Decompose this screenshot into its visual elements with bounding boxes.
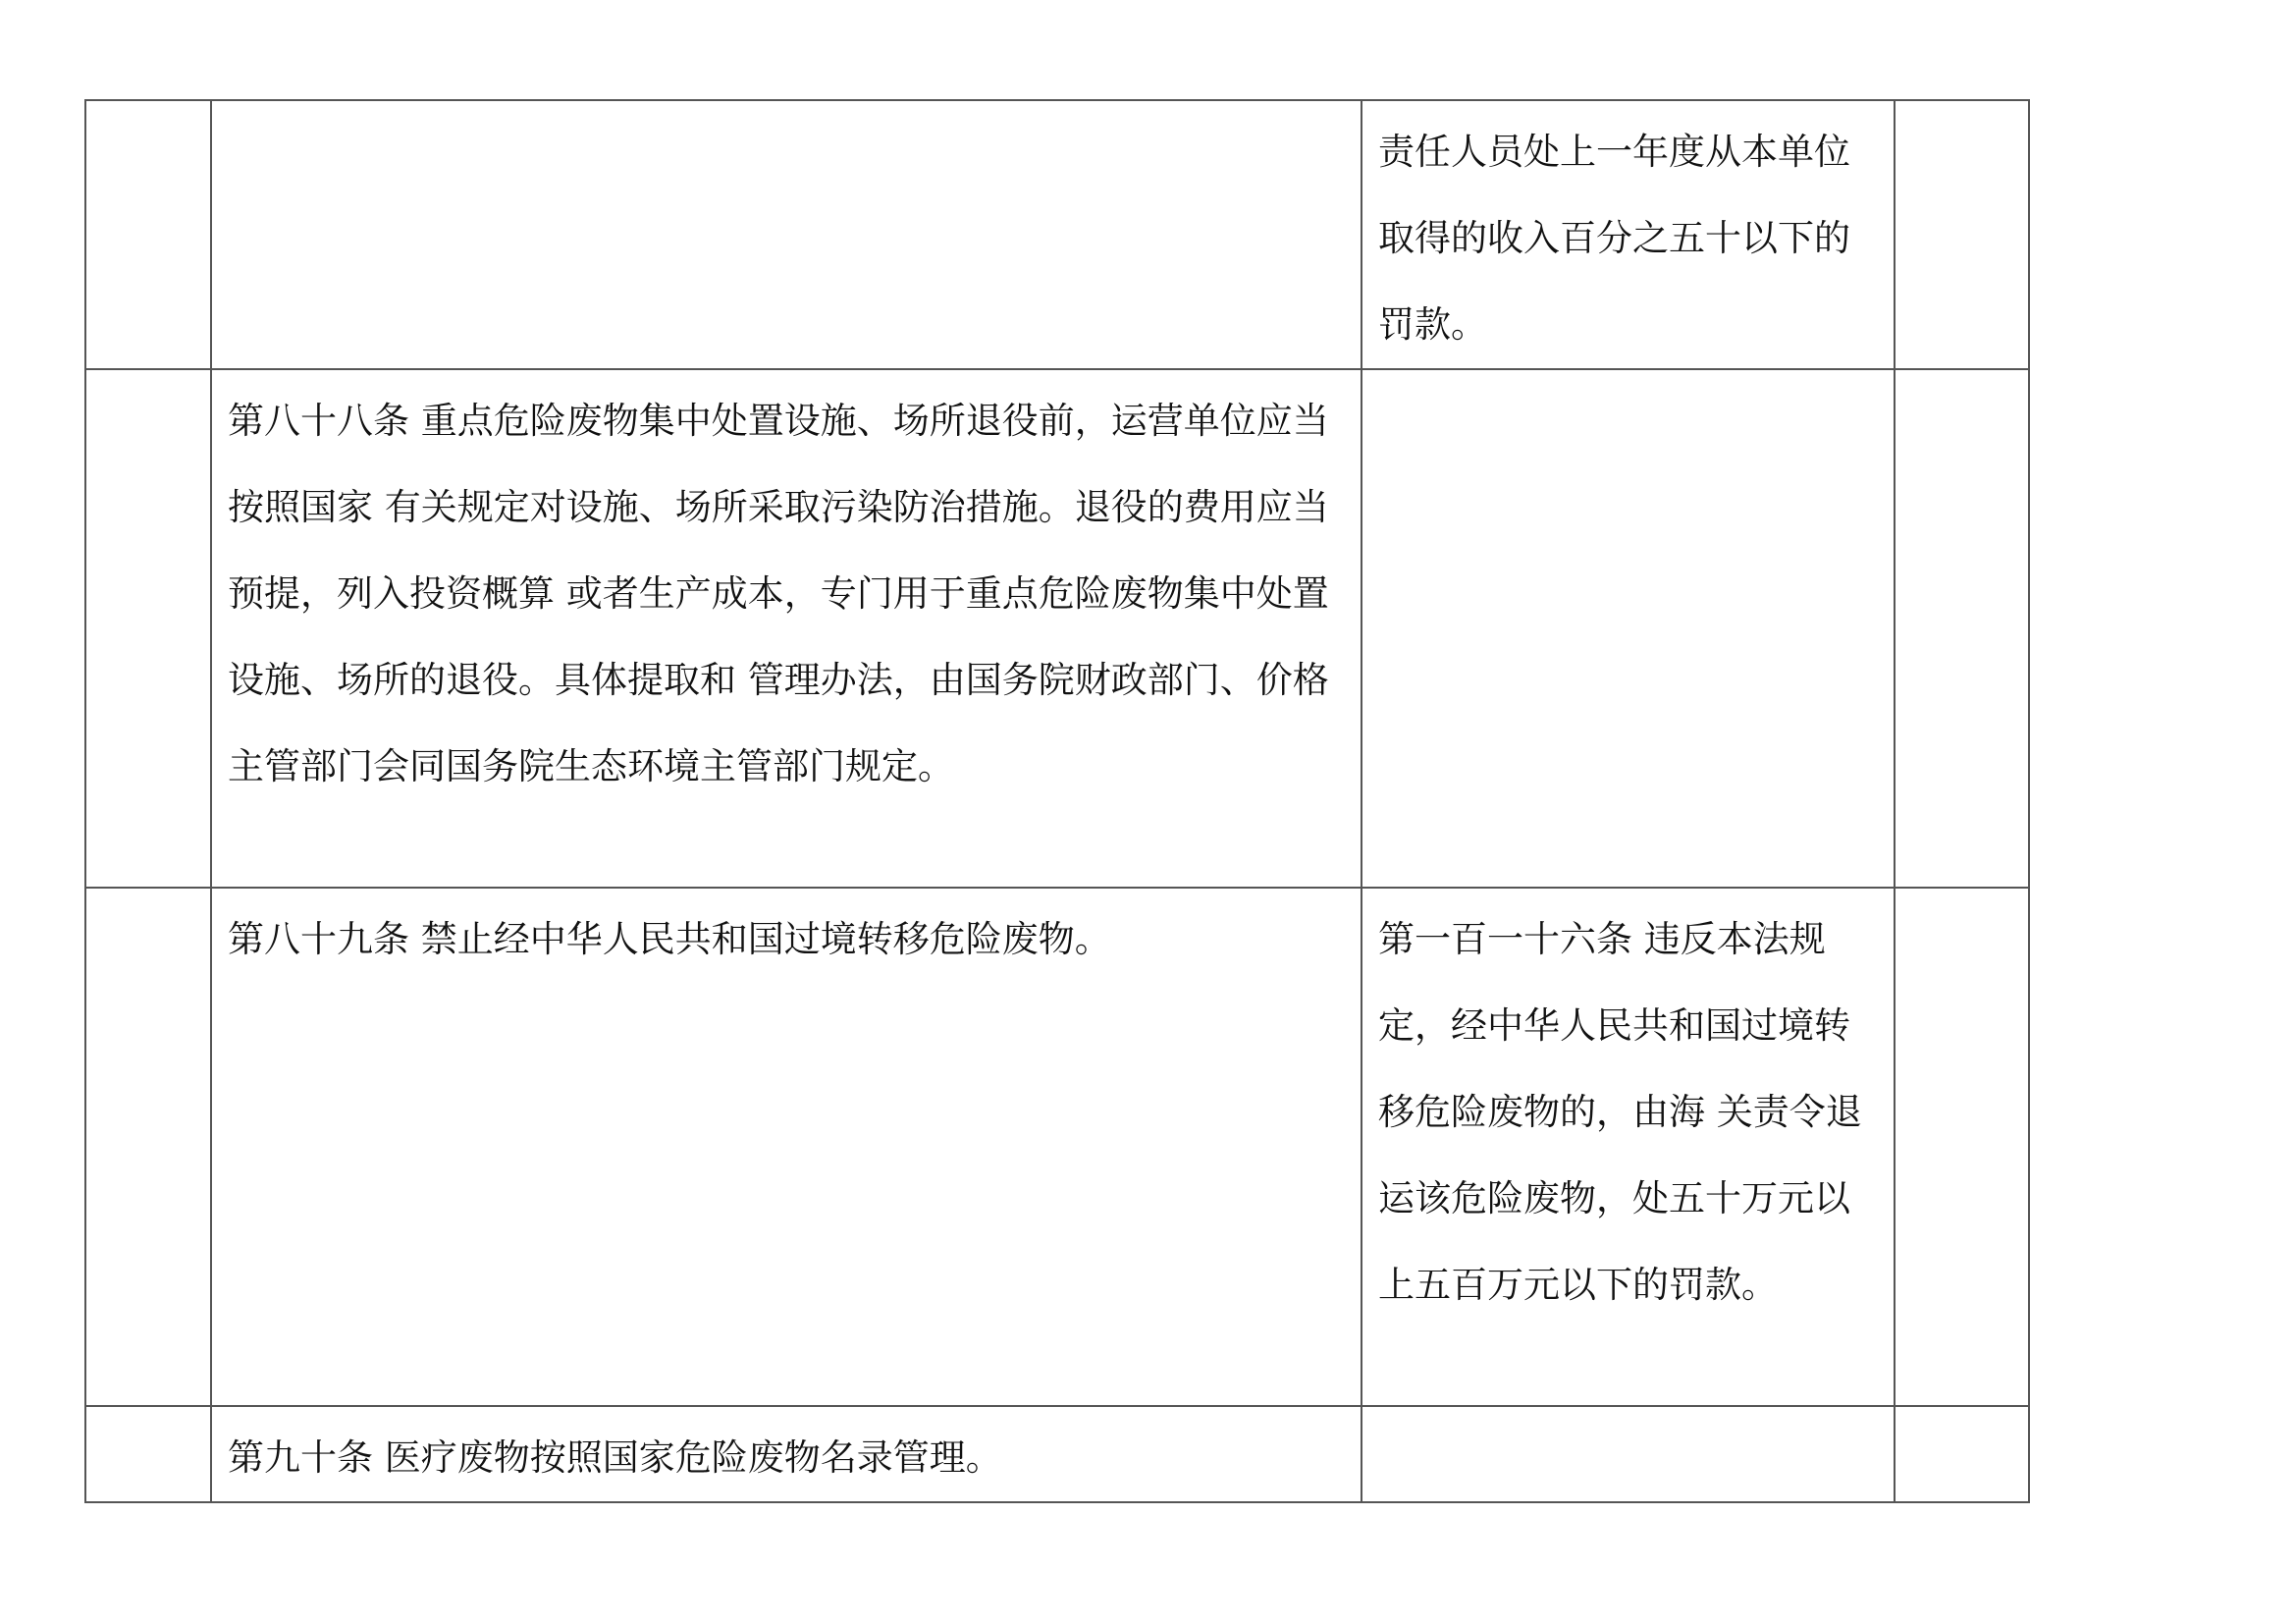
table-row [85,100,2029,369]
penalty-cell [1362,100,1895,369]
article-text: 第八十九条 禁止经中华人民共和国过境转移危险废物。 [228,918,1111,960]
penalty-cell [1362,1406,1895,1502]
penalty-text: 第一百一十六条 违反本法规定，经中华人民共和国过境转移危险废物的，由海 关责令退运该危险废物，处五十万元以上五百万元以下的罚款。 [1378,918,1862,1306]
table-row [85,369,2029,888]
law-comparison-table [84,99,2030,1503]
penalty-cell [1362,888,1895,1406]
table-row [85,888,2029,1406]
penalty-text: 责任人员处上一年度从本单位取得的收入百分之五十以下的罚款。 [1378,131,1850,346]
penalty-cell [1362,369,1895,888]
article-cell [211,1406,1362,1502]
article-cell [211,888,1362,1406]
index-cell [85,1406,211,1502]
article-text: 第八十八条 重点危险废物集中处置设施、场所退役前，运营单位应当按照国家 有关规定对设施、场所采取污染防治措施。退役的费用应当预提，列入投资概算 或者生产成本，专门用于重点危险废物集中处置设施、场所的退役。具体提取和 管理办法，由国务院财政部门、价格主管部门会同国务院生态环境主管部门规定。 [228,400,1329,787]
index-cell [85,369,211,888]
remark-cell [1895,369,2029,888]
index-cell [85,888,211,1406]
remark-cell [1895,888,2029,1406]
article-cell [211,369,1362,888]
index-cell [85,100,211,369]
article-text: 第九十条 医疗废物按照国家危险废物名录管理。 [228,1436,1002,1479]
remark-cell [1895,1406,2029,1502]
article-cell [211,100,1362,369]
remark-cell [1895,100,2029,369]
table-row [85,1406,2029,1502]
